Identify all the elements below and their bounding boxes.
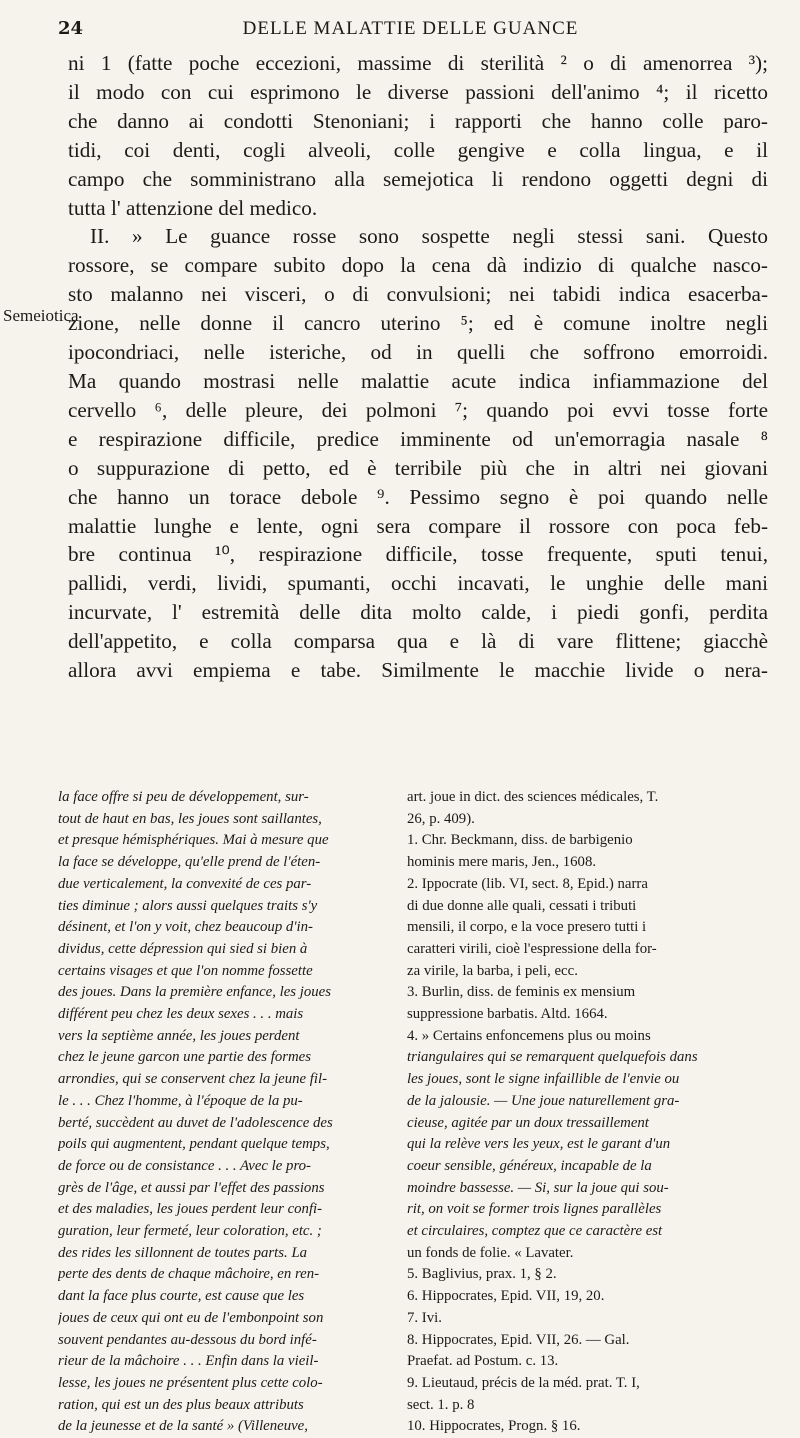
footnote-line: qui la relève vers les yeux, est le garant d'un <box>407 1136 671 1153</box>
text-line: zione, nelle donne il cancro uterino ⁵; ed è comune inoltre negli <box>68 311 768 336</box>
footnote-line: de la jalousie. — Une joue naturellement gra- <box>407 1092 680 1109</box>
footnote-line: de la jeunesse et de la santé » (Villeneuve, <box>58 1418 308 1435</box>
text-line: cervello ⁶, delle pleure, dei polmoni ⁷; quando poi evvi tosse forte <box>68 397 768 422</box>
footnote-line: coeur sensible, généreux, incapable de la <box>407 1157 652 1174</box>
footnote-line: tout de haut en bas, les joues sont saillantes, <box>58 810 322 827</box>
footnote-line: guration, leur fermeté, leur coloration, etc. ; <box>58 1223 322 1240</box>
footnote-line: suppressione barbatis. Altd. 1664. <box>407 1006 608 1023</box>
footnote-line: hominis mere maris, Jen., 1608. <box>407 854 597 871</box>
footnote-line: la face offre si peu de développement, sur- <box>58 789 309 805</box>
margin-note: Semeiotica <box>3 306 79 325</box>
footnote-line: des joues. Dans la première enfance, les joues <box>58 984 331 1001</box>
text-line: e respirazione difficile, predice imminente od un'emorragia nasale ⁸ <box>68 426 768 451</box>
footnote-line: le . . . Chez l'homme, à l'époque de la pu- <box>58 1092 303 1109</box>
footnote-line: souvent pendantes au-dessous du bord infé- <box>58 1331 317 1348</box>
footnote-line: les joues, sont le signe infaillible de l'envie ou <box>407 1071 680 1088</box>
text-line: tutta l' attenzione del medico. <box>68 195 318 220</box>
text-line: dell'appetito, e colla comparsa qua e là di vare flittene; giacchè <box>68 629 768 654</box>
text-line: II. » Le guance rosse sono sospette negli stessi sani. Questo <box>90 224 768 249</box>
footnote-line: vers la septième année, les joues perdent <box>58 1027 300 1044</box>
footnote-line: triangulaires qui se remarquent quelquefois dans <box>407 1049 698 1066</box>
footnote-line: mensili, il corpo, e la voce presero tutti i <box>407 919 647 936</box>
footnote-line: 1. Chr. Beckmann, diss. de barbigenio <box>407 832 633 849</box>
text-line: campo che somministrano alla semejotica li rendono oggetti degni di <box>68 166 768 191</box>
running-title: DELLE MALATTIE DELLE GUANCE <box>242 18 579 39</box>
text-line: malattie lunghe e lente, ogni sera compare il rossore con poca feb- <box>68 513 768 538</box>
footnote-line: rieur de la mâchoire . . . Enfin dans la vieil- <box>58 1353 319 1370</box>
footnote-line: 3. Burlin, diss. de feminis ex mensium <box>407 984 636 1001</box>
footnote-line: arrondies, qui se conservent chez la jeune fil- <box>58 1071 328 1088</box>
main-text <box>68 49 768 685</box>
footnote-line: 26, p. 409). <box>407 810 475 827</box>
footnote-line: due verticalement, la convexité de ces par- <box>58 875 312 892</box>
footnote-line: berté, succèdent au duvet de l'adolescence des <box>58 1114 333 1131</box>
text-line: ni 1 (fatte poche eccezioni, massime di sterilità ² o di amenorrea ³); <box>68 51 768 75</box>
footnote-line: 8. Hippocrates, Epid. VII, 26. — Gal. <box>407 1331 630 1348</box>
footnote-line: moindre bassesse. — Si, sur la joue qui sou- <box>407 1179 669 1196</box>
footnotes-left-column <box>58 787 393 1438</box>
footnote-line: 7. Ivi. <box>407 1309 442 1326</box>
running-head <box>58 18 763 44</box>
footnote-line: 9. Lieutaud, précis de la méd. prat. T. I, <box>407 1374 640 1391</box>
footnote-line: 6. Hippocrates, Epid. VII, 19, 20. <box>407 1288 605 1305</box>
footnote-line: joues de ceux qui ont eu de l'embonpoint son <box>58 1309 324 1326</box>
footnote-line: 5. Baglivius, prax. 1, § 2. <box>407 1266 557 1283</box>
footnote-line: Praefat. ad Postum. c. 13. <box>407 1353 559 1370</box>
text-line: pallidi, verdi, lividi, spumanti, occhi incavati, le unghie delle mani <box>68 571 768 596</box>
footnote-line: lesse, les joues ne présentent plus cette colo- <box>58 1374 323 1391</box>
footnote-line: de force ou de consistance . . . Avec le pro- <box>58 1157 311 1174</box>
footnote-line: grès de l'âge, et aussi par l'effet des passions <box>58 1179 325 1196</box>
text-line: che hanno un torace debole ⁹. Pessimo segno è poi quando nelle <box>68 484 768 509</box>
footnote-line: caratteri virili, cioè l'espressione della for- <box>407 940 657 957</box>
text-line: il modo con cui esprimono le diverse passioni dell'animo ⁴; il ricetto <box>68 79 768 104</box>
footnote-line: des rides les sillonnent de toutes parts. La <box>58 1244 308 1261</box>
text-line: ipocondriaci, nelle isteriche, od in quelli che soffrono emorroidi. <box>68 340 768 365</box>
footnote-line: dant la face plus courte, est cause que les <box>58 1288 305 1305</box>
footnote-line: 2. Ippocrate (lib. VI, sect. 8, Epid.) narra <box>407 875 648 892</box>
page-number: 24 <box>58 18 84 39</box>
text-line: o suppurazione di petto, ed è terribile più che in altri nei giovani <box>68 455 768 480</box>
footnote-line: art. joue in dict. des sciences médicales, T. <box>407 789 659 805</box>
footnote-line: di due donne alle quali, cessati i tributi <box>407 897 637 914</box>
footnote-line: désinent, et l'on y voit, chez beaucoup d'in- <box>58 919 313 936</box>
text-line: sto malanno nei visceri, o di convulsioni; nei tabidi indica esacerba- <box>68 282 768 307</box>
text-line: rossore, se compare subito dopo la cena dà indizio di qualche nasco- <box>68 253 768 278</box>
footnote-line: cieuse, agitée par un doux tressaillement <box>407 1114 649 1131</box>
footnote-line: ration, qui est un des plus beaux attributs <box>58 1396 304 1413</box>
footnote-line: la face se développe, qu'elle prend de l'éten- <box>58 854 321 871</box>
text-line: bre continua ¹⁰, respirazione difficile, tosse frequente, sputi tenui, <box>68 542 768 567</box>
footnote-line: différent peu chez les deux sexes . . . mais <box>58 1006 304 1023</box>
text-line: incurvate, l' estremità delle dita molto calde, i piedi gonfi, perdita <box>68 600 768 625</box>
footnote-line: dividus, cette dépression qui sied si bien à <box>58 940 308 957</box>
footnote-line: sect. 1. p. 8 <box>407 1396 475 1413</box>
footnote-line: 4. » Certains enfoncemens plus ou moins <box>407 1027 651 1044</box>
footnote-line: et presque hémisphériques. Mai à mesure que <box>58 832 329 849</box>
footnote-line: et des maladies, les joues perdent leur confi- <box>58 1201 323 1218</box>
footnote-line: et circulaires, comptez que ce caractère est <box>407 1223 663 1240</box>
footnote-line: rit, on voit se former trois lignes parallèles <box>407 1201 662 1218</box>
footnotes-right-column <box>407 787 767 1438</box>
footnote-line: perte des dents de chaque mâchoire, en ren- <box>58 1266 320 1283</box>
footnote-line: un fonds de folie. « Lavater. <box>407 1244 574 1261</box>
footnote-line: 10. Hippocrates, Progn. § 16. <box>407 1418 581 1435</box>
text-line: che danno ai condotti Stenoniani; i rapporti che hanno colle paro- <box>68 108 768 133</box>
text-line: Ma quando mostrasi nelle malattie acute indica infiammazione del <box>68 368 768 393</box>
footnote-line: ties diminue ; alors aussi quelques traits s'y <box>58 897 318 914</box>
footnote-line: certains visages et que l'on nomme fossette <box>58 962 313 979</box>
footnote-line: poils qui augmentent, pendant quelque temps, <box>58 1136 330 1153</box>
text-line: allora avvi empiema e tabe. Similmente le macchie livide o nera- <box>68 658 768 683</box>
footnote-line: za virile, la barba, i peli, ecc. <box>407 962 578 979</box>
text-line: tidi, coi denti, cogli alveoli, colle gengive e colla lingua, e il <box>68 137 768 162</box>
footnote-line: chez le jeune garcon une partie des formes <box>58 1049 311 1066</box>
